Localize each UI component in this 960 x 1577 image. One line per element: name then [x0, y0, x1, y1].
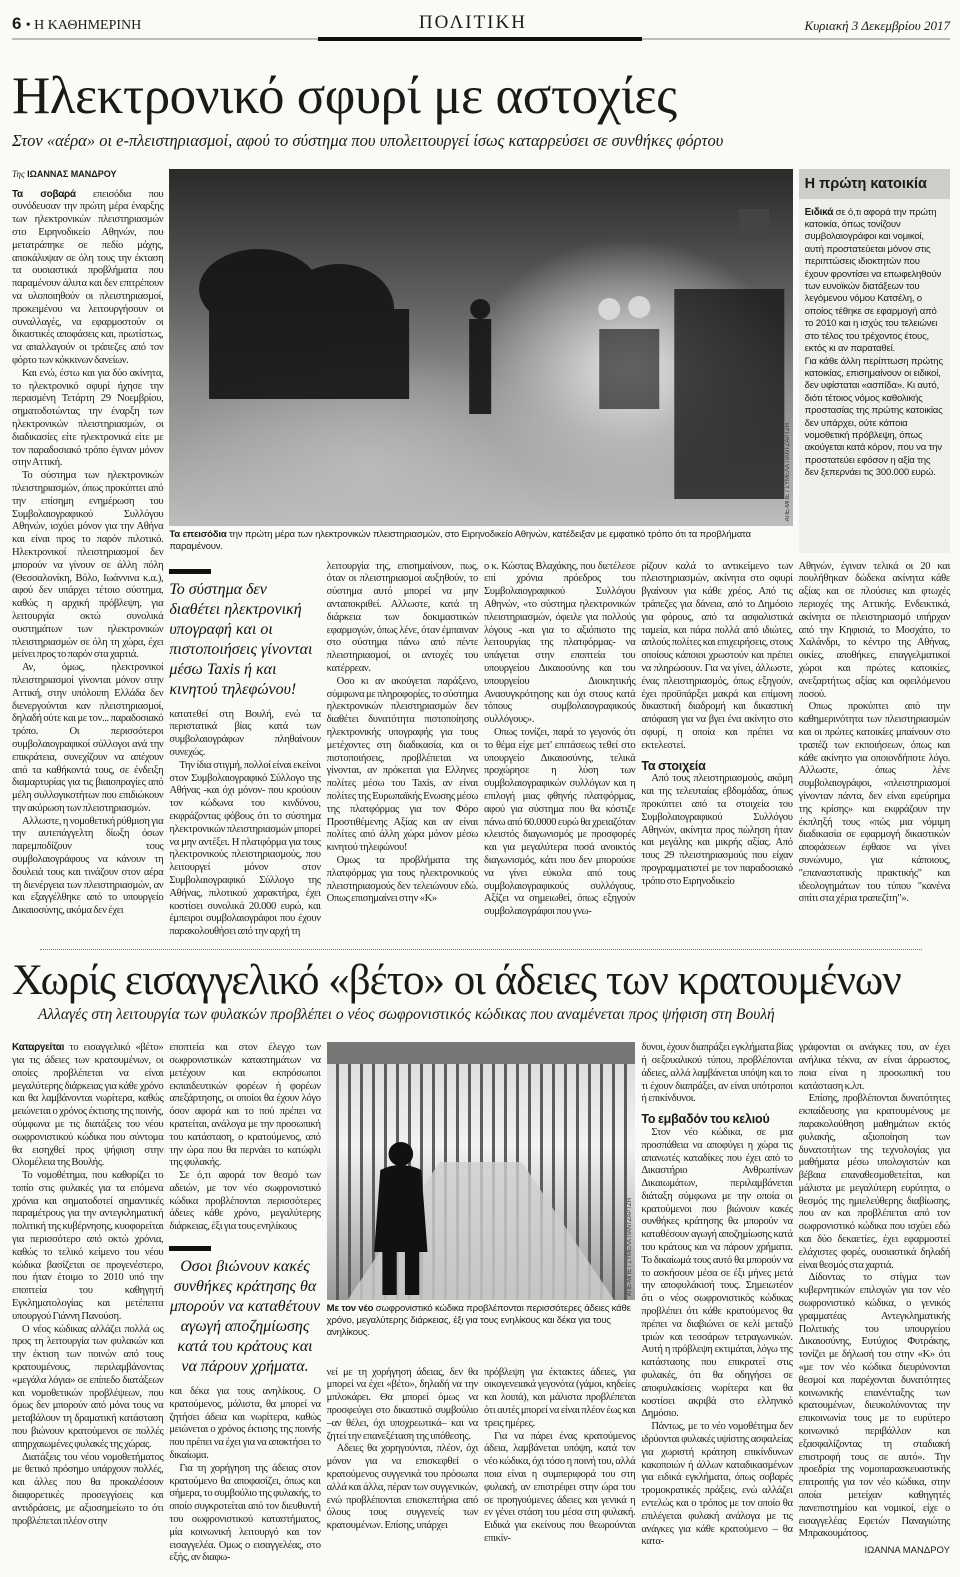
paragraph-text: ο κ. Κώστας Βλαχάκης, που διετέλεσε επί χρόνια πρόεδρος του Συμβολαιογραφικού Συλλόγου Αθηνών, «το σύστημα ηλεκτρονικών πλειστηριασμών, όφειλε για πολλούς λόγους -και για το αξιόπιστο της λειτουργίας της πλατφόρμας- να υπάγεται στην εποπτεία του υπουργείου Δικαιοσύνης και του υπουργείου Διοικητικής Ανασυγκρότησης και όχι στους κατά τόπους συμβολαιογραφικούς συλλόγους». — [483, 560, 636, 726]
masthead — [12, 0, 950, 34]
paragraph-text: Δίδοντας το στίγμα των κυβερνητικών επιλογών για τον νέο σωφρονιστικό κώδικα, ο γενικός γραμματέας Αντεγκληματικής Πολιτικής του υπουργείου Δικαιοσύνης, Ευτύχιος Φυτράκης, τονίζει με δήλωσή του στην «Κ» ότι «με τον νέο κώδικα διευρύνονται θεσμοί και παρέχονται δυνατότητες κοινωνικής επανένταξης των κρατουμένων, διευκολύνοντας την επικοινωνία τους με το ευρύτερο κοινωνικό περιβάλλον και εξασφαλίζοντας τη σταδιακή επιστροφή τους σε αυτό». Την προεδρία της νομοπαρασκευαστικής επιτροπής για τον νέο κώδικα, στην οποία μετείχαν καθηγητές πανεπιστημίου και νομικοί, είχε ο εισαγγελέας Εφετών Παναγιώτης Μπρακουμάτσος. — [798, 1272, 950, 1540]
article1-deck: Στον «αέρα» οι e-πλειστηριασμοί, αφού το σύστημα που υπολειτουργεί ίσως καταρρεύσει σε συνθήκες φόρτου — [12, 130, 724, 150]
paragraph-text: λειτουργία της, επισημαίνουν, πως, όταν οι πλειστηριασμοί αυξηθούν, το σύστημα αυτό μπορεί να μην ανταποκριθεί. Αλλωστε, κατά τη διάρκεια των δοκιμαστικών εφαρμογών, όπως λένε, όταν έμπαιναν στο σύστημα πάνω από πέντε πλειστηριασμοί, οι αντοχές του κατέρρεαν. — [326, 560, 478, 675]
paragraph — [641, 773, 792, 888]
paragraph — [327, 676, 478, 855]
paragraph-text: κατατεθεί στη Βουλή, ενώ τα περιστατικά βίας κατά των συμβολαιογράφων πληθαίνουν συνεχώς. — [169, 708, 321, 759]
paragraph-text: γράφονται οι ανάγκες του, αν έχει ανήλικα τέκνα, αν είναι άρρωστος, ποια είναι η προσωπική του κατάσταση κ.λπ. — [798, 1042, 950, 1092]
article2-column-2-bottom — [169, 1386, 320, 1565]
page-number: 6 — [12, 14, 22, 33]
masthead-left — [12, 14, 141, 34]
paper-name: • Η ΚΑΘΗΜΕΡΙΝΗ — [25, 18, 142, 33]
paragraph-text: Ο νέος κώδικας αλλάζει πολλά ως προς τη λειτουργία των φυλακών και την έκτιση των ποινών από τους κρατουμένους, περιλαμβάνοντας «μεγάλα λόγια» σε επίπεδο διατάξεων και νομοθετικών προβλέψεων, που όμως δεν μπορούν από μόνα τους να μεταβάλουν τη δραματική κατάσταση που βιώνουν κρατούμενοι σε πολλές απηρχαιωμένες φυλακές της χώρας. — [12, 1323, 164, 1450]
article1-column-6 — [799, 561, 950, 939]
paragraph — [484, 561, 635, 727]
paragraph-text: Ομως τα προβλήματα της πλατφόρμας για τους ηλεκτρονικούς πλειστηριασμούς δεν τελειώνουν εδώ. Οπως επισημαίνει στην «Κ» — [326, 854, 478, 905]
paragraph — [169, 1463, 320, 1565]
lead-words: Τα σοβαρά — [12, 188, 76, 200]
paragraph-text: Διατάξεις του νέου νομοθετήματος με θετικό πρόσημο υπάρχουν πολλές, και άλλες που θα προκαλέσουν διαφορετικές προσεγγίσεις και αντιδράσεις, με αξιοσημείωτο το ότι προβλέπεται πλέον στην — [12, 1451, 164, 1527]
paragraph — [169, 1386, 320, 1463]
paragraph — [169, 1042, 320, 1170]
paragraph-text: εποπτεία και στον έλεγχο των σωφρονιστικών καταστημάτων να μετέχουν και εκπρόσωποι εκπαιδευτικών φορέων ή φορέων απεξάρτησης, οι οποίοι θα έχουν λόγο όσον αφορά και το πού πρέπει να κρατείται, ανάλογα με την προσωπική του κατάσταση, ο κρατούμενος, από την ώρα που θα περνάει το κατώφλι της φυλακής. — [169, 1042, 321, 1169]
photo-credit: ΑΠΕ-ΜΠΕ / ΣΥΜΕΛΑ ΠΑΝΤΖΑΡΤΖΗ — [784, 423, 791, 522]
paragraph — [12, 368, 163, 470]
paragraph — [327, 561, 478, 676]
paragraph-text: Το σύστημα των ηλεκτρονικών πλειστηριασμών, όπως προκύπτει από την επίσημη ενημέρωση του Συμβολαιογραφικού Συλλόγου Αθηνών, ισχύει μόνον για την Αθήνα και είναι προς το παρόν πιλοτικό. Ηλεκτρονικοί πλειστηριασμοί δεν μπορούν να γίνουν σε άλλη πόλη (Θεσσαλονίκη, Βόλο, Ιωάννινα κ.α.), αφού δεν υπάρχει τέτοιο σύστημα, καθώς η αρχική πρόβλεψη, για λειτουργία οκτώ συνολικά συστημάτων των ηλεκτρονικών πλειστηριασμών σε όλη τη χώρα, έχει μείνει προς το παρόν στα χαρτιά. — [12, 470, 164, 661]
article1-caption — [169, 529, 792, 553]
article1-column-1-wrap — [12, 169, 163, 939]
paragraph — [484, 1367, 635, 1431]
paragraph — [799, 1272, 950, 1541]
paragraph — [12, 189, 163, 368]
paragraph-text: Αλλωστε, η νομοθετική ρύθμιση για την αυτεπάγγελτη δίωξη όσων παρεμποδίζουν τους συμβολαιογράφους να κάνουν τη δουλειά τους και τινάζουν στον αέρα τη διενέργεια των πλειστηριασμών, αν και εξαγγέλθηκε από το υπουργείο Δικαιοσύνης, ακόμα δεν έχει — [12, 815, 164, 917]
paragraph — [169, 1170, 320, 1234]
article1-pull-quote: Το σύστημα δεν διαθέτει ηλεκτρονική υπογραφή και οι πιστοποιήσεις γίνονται μέσω Taxis ή και κινητού τηλεφώνου! — [169, 580, 313, 698]
article2-column-4 — [484, 1367, 635, 1566]
paragraph-text: Οπως τονίζει, παρά το γεγονός ότι το θέμα είχε μετ' επιτάσεως τεθεί στο υπουργείο Δικαιοσύνης, τελικά προχώρησε η λύση των συμβολαιογραφικών συλλόγων και η επιλογή μιας φθηνής πλατφόρμας, αφού για σύστημα που θα κόστιζε πάνω από 60.0000 ευρώ θα χρειαζόταν κλειστός διαγωνισμός με προσφορές και για μεγαλύτερα ποσά ανοικτός διαγωνισμός, κάτι που δεν μπορούσε να γίνει εύκολα από τους συμβολαιογραφικούς συλλόγους. Αξίζει να σημειωθεί, όπως εξηγούν συμβολαιογράφοι που γνω- — [483, 727, 636, 918]
issue-date: Κυριακή 3 Δεκεμβρίου 2017 — [804, 18, 950, 33]
paragraph — [169, 709, 320, 760]
sidebar-title: Η πρώτη κατοικία — [799, 169, 950, 199]
paragraph — [327, 855, 478, 906]
article1-byline — [12, 169, 163, 179]
paragraph — [805, 207, 944, 356]
article2-caption — [327, 1303, 636, 1339]
caption-text: σωφρονιστικό κώδικα προβλέπονται περισσότερες άδειες κάθε χρόνο, μεγαλύτερης διάρκειας, έξι για τους ενηλίκους και δέκα για τους ανηλίκους. — [326, 1303, 631, 1339]
author-signature: ΙΩΑΝΝΑ ΜΑΝΔΡΟΥ — [864, 1545, 950, 1557]
paragraph — [12, 1452, 163, 1529]
prison-scene-illustration — [327, 1042, 636, 1300]
paragraph — [12, 1324, 163, 1452]
article1-column-2 — [169, 709, 320, 939]
paragraph — [641, 1042, 792, 1106]
photo-credit: ΑΠΕ-ΜΠΕ / ΣΥΜΕΛΑ ΠΑΝΤΖΑΡΤΖΗ — [627, 1197, 634, 1297]
article2-column-2-top — [169, 1042, 320, 1234]
paragraph — [327, 1443, 478, 1533]
paragraph-text: Επίσης, προβλέπονται δυνατότητες εκπαίδευσης για κρατουμένους με παρακολούθηση μαθημάτων εκτός φυλακής, αξιοποίηση των δυνατοτήτων της τεχνολογίας για μαθήματα μέσω υπολογιστών και βέβαια επαναθεσμοθετείται, και μάλιστα με μεγαλύτερη ευρύτητα, ο θεσμός της ημιελεύθερης διαβίωσης, που αν και προβλέπεται από τον σωφρονιστικό κώδικα που ισχύει εδώ και δύο δεκαετίες, έχει εφαρμοστεί ελάχιστες φορές, ουσιαστικά δηλαδή είναι θεσμός στα χαρτιά. — [798, 1093, 950, 1271]
paragraph-text: Στον νέο κώδικα, σε μια προσπάθεια να αποφύγει η χώρα τις απανωτές καταδίκες που έχει από το Δικαστήριο Ανθρωπίνων Δικαιωμάτων, περιλαμβάνεται διάταξη σύμφωνα με την οποία οι κρατούμενοι που βιώνουν κακές συνθήκες κράτησης θα μπορούν να καταθέσουν αγωγή αποζημίωσης κατά του κράτους και να πάρουν χρήματα. Το δικαίωμά τους αυτό θα μπορούν να το ασκήσουν μέσα σε έξι μήνες μετά την αποφυλάκισή τους. Σημειωτέον ότι ο νέος σωφρονιστικός κώδικας προβλέπει ότι κάθε κρατούμενος θα πρέπει να διαβιώνει σε κελί μεταξύ τριών και τεσσάρων τετραγωνικών. Αυτή η πρόβλεψη εκτιμάται, λόγω της κατάστασης που επικρατεί στις φυλακές, ότι θα οδηγήσει σε αποφυλακίσεις νωρίτερα και θα κοστίσει ακριβά στο ελληνικό Δημόσιο. — [641, 1126, 793, 1420]
paragraph-text: Για τη χορήγηση της άδειας στον κρατούμενο θα αποφασίζει, όπως και σήμερα, το συμβούλιο της φυλακής, το οποίο συγκροτείται από τον διευθυντή του σωφρονιστικού καταστήματος, μία κοινωνική λειτουργό και τον εισαγγελέα. Ομως ο εισαγγελέας, στο εξής, αν διαφω- — [169, 1462, 321, 1564]
paragraph — [799, 701, 950, 906]
paragraph-text: Την ίδια στιγμή, πολλοί είναι εκείνοι στον Συμβολαιογραφικό Σύλλογο της Αθήνας -και όχι μόνον- που κρούουν τον κώδωνα του κινδύνου, εκφράζοντας φόβους ότι το σύστημα ηλεκτρονικών πλειστηριασμών μπορεί να μην αντέξει. Η πλατφόρμα για τους ηλεκτρονικούς πλειστηριασμούς, που λειτουργεί μόνον στον Συμβολαιογραφικό Σύλλογο της Αθήνας, πιλοτικού χαρακτήρα, έχει κοστίσει συνολικά 20.000 ευρώ, και έμπειροι συμβολαιογράφοι που έχουν παρακολουθήσει από την αρχή τη — [169, 759, 321, 938]
lead-words: Καταργείται — [12, 1042, 65, 1054]
article2-photo-block — [327, 1042, 636, 1358]
sidebar-box — [799, 169, 950, 553]
article2-deck: Αλλαγές στη λειτουργία των φυλακών προβλέπει ο νέος σωφρονιστικός κώδικας που αναμένεται προς ψήφιση στη Βουλή — [38, 1006, 775, 1024]
caption-lead: Τα επεισόδια — [169, 528, 227, 540]
paragraph — [799, 561, 950, 702]
article1-column-5 — [641, 561, 792, 939]
column-5-bottom — [641, 1127, 792, 1549]
article1-column-2-wrap — [169, 561, 320, 939]
byline-name: ΙΩΑΝΝΑΣ ΜΑΝΔΡΟΥ — [27, 168, 117, 179]
pull-quote-bar — [169, 569, 211, 574]
paragraph-text: ρίζουν καλά το αντικείμενο των πλειστηριασμών, ακίνητα στο σφυρί βγαίνουν για κάθε χρέος. Από τις τράπεζες για δάνεια, από το Δημόσιο για φόρους, από τα ασφαλιστικά ταμεία, και πάρα πολλά από ιδιώτες, απλούς πολίτες και επιχειρήσεις, στους οποίους κάποιοι χρωστούν και πρέπει να πληρώσουν. Για να γίνει, άλλωστε, ένας πλειστηριασμός, όπως εξηγούν, έχει προϋπάρξει μακρά και επίμονη δικαστική διαδρομή και δικαστική απόφαση για να βγει ένα ακίνητο στο σφυρί, η οποία και πρέπει να εκτελεστεί. — [641, 560, 793, 751]
paragraph-text: νεί με τη χορήγηση άδειας, δεν θα μπορεί να έχει «βέτο», δηλαδή να την μπλοκάρει. Θα μπορεί όμως να προσφεύγει στο δικαστικό συμβούλιο –αν θέλει, όχι υποχρεωτικά– και να ζητεί την επανεξέταση της υπόθεσης. — [326, 1366, 478, 1442]
paragraph-text: Από τους πλειστηριασμούς, ακόμη και της τελευταίας εβδομάδας, όπως προκύπτει από τα στοιχεία του Συμβολαιογραφικού Συλλόγου Αθηνών, ακίνητα προς πώληση ήταν και μεγάλης και μικρής αξίας. Από τους 29 πλειστηριασμούς που είχαν προγραμματιστεί με τον παραδοσιακό τρόπο στο Ειρηνοδικείο — [641, 773, 793, 887]
paragraph — [484, 1431, 635, 1546]
paragraph — [327, 1367, 478, 1444]
caption-text: την πρώτη μέρα των ηλεκτρονικών πλειστηριασμών, στο Ειρηνοδικείο Αθηνών, κατέδειξαν με εμφατικό τρόπο ότι τα προβλήματα παραμένουν. — [169, 528, 751, 552]
subhead-cell-area: Το εμβαδόν του κελιού — [641, 1112, 770, 1127]
paragraph-text: και δέκα για τους ανηλίκους. Ο κρατούμενος, μάλιστα, θα μπορεί να ζητήσει άδεια και νωρίτερα, καθώς μειώνεται ο χρόνος έκτισης της ποινής που πρέπει να έχει για να αποκτήσει το δικαίωμα. — [169, 1386, 321, 1462]
paragraph — [641, 561, 792, 753]
paragraph-text: σε ό,τι αφορά την πρώτη κατοικία, όπως τονίζουν συμβολαιογράφοι και νομικοί, αυτή προστατεύεται μόνον στις περιπτώσεις ιδιοκτητών που έχουν φροντίσει να επωφεληθούν των ευνοϊκών διατάξεων του λεγόμενου νόμου Κατσέλη, ο οποίος τέθηκε σε εφαρμογή από το 2010 και η ισχύς του τελειώνει στο τέλος του τρέχοντος έτους, εκτός κι αν παραταθεί. — [804, 206, 942, 355]
prison-corridor-photo — [327, 1042, 636, 1300]
paragraph — [12, 816, 163, 918]
subhead-data: Τα στοιχεία — [641, 758, 706, 773]
article2-column-6-wrap — [799, 1042, 950, 1565]
paragraph — [12, 662, 163, 816]
paragraph-text: Αν, όμως, ηλεκτρονικοί πλειστηριασμοί γίνονται μόνον στην Αττική, στην υπόλοιπη Ελλάδα δεν διενεργούνται καν πλειστηριασμοί, δηλαδή ούτε και με τον... παραδοσιακό τρόπο. Οι περισσότεροι συμβολαιογραφικοί σύλλογοι ανά την επικράτεια, συνεχίζουν να απέχουν από τα καθήκοντά τους, σε ένδειξη διαμαρτυρίας για τις βιαιοπραγίες από μέλη συλλογικοτήτων που επιδιώκουν την ακύρωση των πλειστηριασμών. — [12, 662, 164, 814]
paragraph-text: δυνοι, έχουν διαπράξει εγκλήματα βίας ή σεξουαλικού τύπου, προβλέπονται άδειες, αλλά λαμβάνεται υπόψη και το τι έχουν διαπράξει, αν είναι υπότροποι ή επικίνδυνοι. — [641, 1042, 793, 1105]
paragraph-text: Οσο κι αν ακούγεται παράξενο, σύμφωνα με πληροφορίες, το σύστημα ηλεκτρονικών πλειστηριασμών δεν διαθέτει δυνατότητα πιστοποίησης ηλεκτρονικής υπογραφής για τους μετέχοντες στη διαδικασία, και οι πιστοποιήσεις, προβλέπεται να γίνονται, αν πρόκειται για Ελληνες πολίτες μέσω του Taxis, αν είναι πολίτες της Ευρωπαϊκής Ενωσης μέσω της πλατφόρμας για τον Φόρο Προστιθέμενης Αξίας και αν είναι πολίτες από άλλη χώρα μόνον μέσω κινητού τηλεφώνου! — [326, 675, 478, 854]
article1-body — [12, 169, 950, 939]
article2-body — [12, 1042, 950, 1565]
paragraph-text: Σε ό,τι αφορά τον θεσμό των αδειών, με τον νέο σωφρονιστικό κώδικα προβλέπονται περισσότερες άδειες κάθε χρόνο, μεγαλύτερης διάρκειας, έξι για τους ενηλίκους — [169, 1170, 321, 1233]
article2-column-6 — [799, 1042, 950, 1541]
paragraph-text: επεισόδια που συνόδευσαν την πρώτη μέρα έναρξης των ηλεκτρονικών πλειστηριασμών στο Ειρηνοδικείο Αθηνών, που μετατράπηκε σε πεδίο μάχης, αποκάλυψαν σε όλη τους την έκταση τα ουσιαστικά προβλήματα που παραμένουν άλυτα και δεν επιτρέπουν να υλοποιηθούν οι πλειστηριασμοί, προκειμένου να λειτουργήσουν οι συναλλαγές, να εφαρμοστούν οι δικαστικές αποφάσεις και, πρωτίστως, να απαλλαγούν οι τράπεζες από τον φόρτο των κόκκινων δανείων. — [12, 188, 164, 366]
paragraph — [799, 1042, 950, 1093]
paragraph-text: Το νομοθέτημα, που καθορίζει το τοπίο στις φυλακές για τα επόμενα χρόνια και σηματοδοτεί σημαντικές παραμέτρους για την αντεγκληματική πολιτική της κυβέρνησης, κυοφορείται για περισσότερο από οκτώ χρόνια, καθώς το τελικό κείμενο του νέου κώδικα βασίζεται σε προγενέστερο, που ήταν έτοιμο το 2010 υπό την εποπτεία του καθηγητή Εγκληματολογίας και μετέπειτα υπουργού Γιάννη Πανούση. — [12, 1170, 164, 1322]
paragraph — [12, 1042, 163, 1170]
masthead-rules — [12, 37, 950, 43]
paragraph-text: το εισαγγελικό «βέτο» για τις άδειες των κρατουμένων, οι οποίες προβλέπεται να είναι μεγαλύτερης διάρκειας για κάθε χρόνο και θα λαμβάνονται νωρίτερα, καθώς μειώνεται ο χρόνος έκτισης της ποινής, σύμφωνα με τις διατάξεις του νέου σωφρονιστικού κώδικα που σύντομα θα εισηχθεί προς ψήφιση στην Ολομέλεια της Βουλής. — [12, 1042, 164, 1169]
paragraph — [805, 356, 944, 480]
paragraph-text: Και ενώ, έστω και για δύο ακίνητα, το ηλεκτρονικό σφυρί ήχησε την περασμένη Τετάρτη 29 Νοεμβρίου, σηματοδοτώντας την έναρξη των ηλεκτρονικών πλειστηριασμών, οι διαδικασίες είτε ηλεκτρονικά είτε με τον παραδοσιακό τρόπο έγιναν μόνον στην Αττική. — [12, 367, 164, 469]
paragraph — [641, 1127, 792, 1421]
paragraph-text: Για κάθε άλλη περίπτωση πρώτης κατοικίας, επισημαίνουν οι ειδικοί, δεν υφίσταται «ασπίδα». Κι αυτό, διότι τέτοιος νόμος καθολικής προστασίας της πρώτης κατοικίας δεν υπάρχει, ούτε κάποια νομοθετική πρόβλεψη, όπως ακούγεται κατά κόρον, που να την προστατεύει εφόσον η αξία της δεν ξεπερνάει τις 300.000 ευρώ. — [804, 355, 943, 479]
riot-photo — [169, 169, 792, 526]
article1-headline: Ηλεκτρονικό σφυρί με αστοχίες — [12, 67, 677, 125]
paragraph-text: Για να πάρει ένας κρατούμενος άδεια, λαμβάνεται υπόψη, κατά τον νέο κώδικα, όχι τόσο η ποινή του, αλλά ποια είναι η συμπεριφορά του στη φυλακή, αν επιστρέφει στην ώρα του σε προηγούμενες άδειες και γενικά η εν γένει στάση του μέσα στη φυλακή. Ειδικά για εκείνους που θεωρούνται επικίν- — [483, 1430, 636, 1544]
article2-pull-quote: Οσοι βιώνουν κακές συνθήκες κράτησης θα μπορούν να καταθέτουν αγωγή αποζημίωσης κατά του κράτους και να πάρουν χρήματα. — [169, 1258, 321, 1376]
paragraph-text: Πάντως, με το νέο νομοθέτημα δεν ιδρύονται φυλακές υψίστης ασφαλείας για χωριστή κράτηση επικίνδυνων κακοποιών ή άλλων καταδικασμένων για ειδικά εγκλήματα, όπως σοβαρές τρομοκρατικές πράξεις, ενώ αλλάζει εντελώς και ο τρόπος με τον οποίο θα επιλέγεται φυλακή ανάλογα με τις ανάγκες για κάθε κρατούμενο – θα κατα- — [641, 1421, 793, 1548]
article2-headline: Χωρίς εισαγγελικό «βέτο» οι άδειες των κρατουμένων — [12, 956, 901, 1004]
column-5-top — [641, 561, 792, 753]
sidebar-text — [799, 199, 950, 486]
byline-prefix: Της — [12, 168, 25, 179]
article2-column-1 — [12, 1042, 163, 1565]
paragraph-text: Οπως προκύπτει από την καθημερινότητα των πλειστηριασμών και οι πρώτες κατοικίες μπαίνουν στο τραπέζι των εκποιήσεων, όπως και κάθε ακίνητο για οποιονδήποτε λόγο. Αλλωστε, όπως λένε συμβολαιογράφοι, «πλειστηριασμοί γίνονταν πάντα, δεν είναι εφεύρημα της κρίσης» και εκφράζουν την έκπληξή τους «πώς μια νόμιμη διαδικασία σε εφαρμογή δικαστικών αποφάσεων έφθασε να γίνει συνώνυμο, για κάποιους, "επαναστατικής πρακτικής" και ιδεολογημάτων του τύπου "κανένα σπίτι στα χέρια τραπεζίτη"». — [798, 701, 950, 905]
paragraph — [12, 1170, 163, 1324]
article1-photo-block — [169, 169, 792, 553]
article2-column-2-wrap — [169, 1042, 320, 1565]
masthead-rule-accent — [318, 37, 642, 41]
lead-words: Ειδικά — [804, 206, 834, 218]
article1-column-4 — [484, 561, 635, 939]
paragraph-text: Αδειες θα χορηγούνται, πλέον, όχι μόνον για να επισκεφθεί ο κρατούμενος συγγενικά του πρόσωπα αλλά και άλλα, πέραν των συγγενικών, ενώ προβλέπονται επισκεπτήρια από όλους τους συγγενείς των κρατουμένων. Επίσης, υπάρχει — [326, 1443, 478, 1532]
paragraph-text: Αθηνών, έγιναν τελικά οι 20 και πουλήθηκαν δώδεκα ακίνητα κάθε αξίας και σε πλούσιες και φτωχές περιοχές της Αττικής. Ενδεικτικά, ακίνητα σε πλειστηριασμό υπήρχαν από την Κηφισιά, το Μοσχάτο, το Χαλάνδρι, το κέντρο της Αθήνας, οικίες, αποθήκες, επαγγελματικοί χώροι και πρώτες κατοικίες, ανεξαρτήτως αξίας και οφειλόμενου ποσού. — [798, 560, 950, 700]
article1-column-3 — [327, 561, 478, 939]
article-divider — [40, 949, 922, 950]
paragraph-text: πρόβλεψη για έκτακτες άδειες, για οικογενειακά γεγονότα (γάμοι, κηδείες και λοιπά), και μάλιστα προβλέπεται ότι αυτές μπορεί να είναι πλέον έως και τρεις ημέρες. — [483, 1366, 636, 1429]
paragraph — [12, 470, 163, 662]
article1-column-1 — [12, 189, 163, 918]
pull-quote-bar — [169, 1246, 211, 1251]
column-5-top — [641, 1042, 792, 1106]
riot-scene-illustration — [169, 169, 792, 526]
article2-column-5 — [641, 1042, 792, 1565]
paragraph — [641, 1421, 792, 1549]
section-title: ΠΟΛΙΤΙΚΗ — [418, 12, 527, 33]
caption-lead: Με τον νέο — [326, 1303, 374, 1315]
column-5-bottom — [641, 773, 792, 888]
paragraph — [799, 1093, 950, 1272]
paragraph — [169, 760, 320, 939]
paragraph — [484, 727, 635, 919]
article2-column-3 — [327, 1367, 478, 1566]
